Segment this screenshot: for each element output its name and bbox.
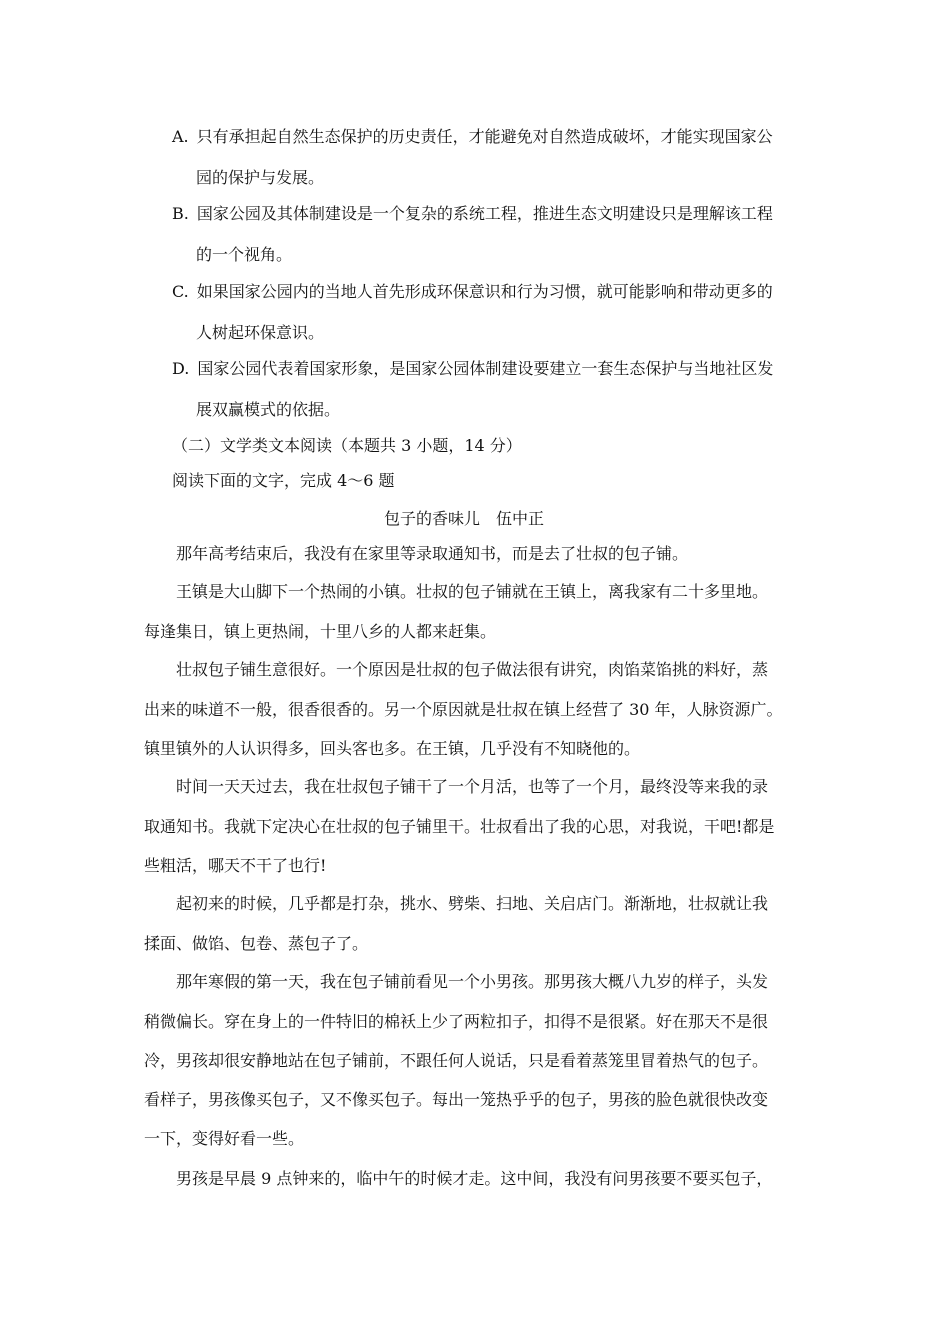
paragraph-line: 揉面、做馅、包卷、蒸包子了。 [144,934,369,953]
option-a [172,126,773,148]
paragraph-line: 王镇是大山脚下一个热闹的小镇。壮叔的包子铺就在王镇上，离我家有二十多里地。 [176,582,769,601]
option-c [172,281,773,303]
paragraph-line: 出来的味道不一般，很香很香的。另一个原因就是壮叔在镇上经营了 30 年，人脉资源广。 [144,700,783,719]
paragraph-line: 取通知书。我就下定决心在壮叔的包子铺里干。壮叔看出了我的心思，对我说，干吧!都是 [144,817,775,836]
option-d-text-line2: 展双赢模式的依据。 [196,400,341,419]
paragraph-line: 那年寒假的第一天，我在包子铺前看见一个小男孩。那男孩大概八九岁的样子，头发 [176,972,769,991]
paragraph-line: 稍微偏长。穿在身上的一件特旧的棉袄上少了两粒扣子，扣得不是很紧。好在那天不是很 [144,1012,769,1031]
option-c-label: C. [172,282,189,301]
option-b [172,203,773,225]
section-heading: （二）文学类文本阅读（本题共 3 小题，14 分） [172,436,522,455]
paragraph-line: 每逢集日，镇上更热闹，十里八乡的人都来赶集。 [144,622,497,641]
story-title: 包子的香味儿 伍中正 [384,509,545,528]
option-b-label: B. [172,204,189,223]
paragraph-line: 男孩是早晨 9 点钟来的，临中午的时候才走。这中间，我没有问男孩要不要买包子， [176,1169,773,1188]
option-a-label: A. [172,127,189,146]
option-d [172,358,773,380]
option-d-text-line1: 国家公园代表着国家形象，是国家公园体制建设要建立一套生态保护与当地社区发 [197,359,774,378]
option-c-text-line1: 如果国家公园内的当地人首先形成环保意识和行为习惯，就可能影响和带动更多的 [196,282,773,301]
paragraph-line: 时间一天天过去，我在壮叔包子铺干了一个月活，也等了一个月，最终没等来我的录 [176,777,769,796]
paragraph-line: 壮叔包子铺生意很好。一个原因是壮叔的包子做法很有讲究，肉馅菜馅挑的料好，蒸 [176,660,769,679]
option-b-text-line2: 的一个视角。 [196,245,293,264]
paragraph-line: 一下，变得好看一些。 [144,1129,305,1148]
option-d-label: D. [172,359,190,378]
paragraph-line: 起初来的时候，几乎都是打杂，挑水、劈柴、扫地、关启店门。渐渐地，壮叔就让我 [176,894,769,913]
paragraph-line: 些粗活，哪天不干了也行! [144,856,327,875]
paragraph-line: 冷，男孩却很安静地站在包子铺前，不跟任何人说话，只是看着蒸笼里冒着热气的包子。 [144,1051,769,1070]
option-b-text-line1: 国家公园及其体制建设是一个复杂的系统工程，推进生态文明建设只是理解该工程 [196,204,773,223]
option-a-text-line1: 只有承担起自然生态保护的历史责任，才能避免对自然造成破坏，才能实现国家公 [196,127,773,146]
section-instruction: 阅读下面的文字，完成 4～6 题 [172,471,395,490]
paragraph-line: 看样子，男孩像买包子，又不像买包子。每出一笼热乎乎的包子，男孩的脸色就很快改变 [144,1090,769,1109]
paragraph-line: 镇里镇外的人认识得多，回头客也多。在王镇，几乎没有不知晓他的。 [144,739,641,758]
option-c-text-line2: 人树起环保意识。 [196,323,325,342]
option-a-text-line2: 园的保护与发展。 [196,168,325,187]
paragraph-line: 那年高考结束后，我没有在家里等录取通知书，而是去了壮叔的包子铺。 [176,544,689,563]
